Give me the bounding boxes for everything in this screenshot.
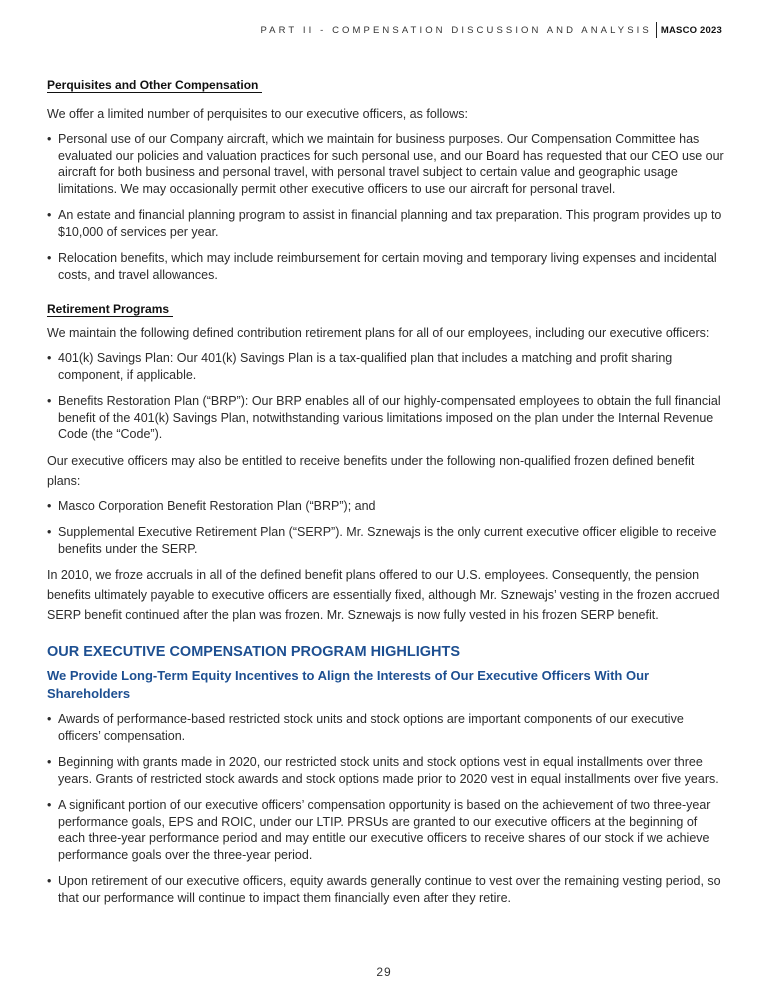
highlights-subheading: We Provide Long-Term Equity Incentives to Align the Interests of Our Executive Officers With Our Shareholders	[47, 668, 650, 701]
page-header	[260, 22, 722, 38]
retirement-list-2	[47, 498, 727, 558]
list-item: • Relocation benefits, which may include reimbursement for certain moving and temporary living expenses and incidental costs, and travel allowances.	[47, 250, 727, 283]
highlights-heading: OUR EXECUTIVE COMPENSATION PROGRAM HIGHLIGHTS	[47, 644, 461, 660]
list-item: • Supplemental Executive Retirement Plan (“SERP”). Mr. Sznewajs is the only current executive officer eligible to receive benefits under the SERP.	[47, 524, 727, 557]
perquisites-intro: We offer a limited number of perquisites to our executive officers, as follows:	[47, 107, 469, 121]
retirement-list	[47, 350, 727, 443]
list-item: • Beginning with grants made in 2020, our restricted stock units and stock options vest in equal installments over three years. Grants of restricted stock awards and stock options made prior to 2020 vest in equal installments over five years.	[47, 754, 727, 787]
retirement-intro: We maintain the following defined contribution retirement plans for all of our employees, including our executive officers:	[47, 326, 710, 340]
section-title: PART II - COMPENSATION DISCUSSION AND ANALYSIS	[260, 24, 652, 36]
list-item: • Personal use of our Company aircraft, which we maintain for business purposes. Our Compensation Committee has evaluated our policies and valuation practices for such personal use, and our Board has requested that our CEO use our aircraft for both business and personal travel, with personal travel subject to certain value and geographic usage limitations. We may occasionally permit other executive officers to use our aircraft for personal travel.	[47, 131, 727, 197]
retirement-intro-2: Our executive officers may also be entitled to receive benefits under the following non-qualified frozen defined benefit plans:	[47, 453, 695, 488]
document-body	[47, 76, 727, 906]
list-item: • Awards of performance-based restricted stock units and stock options are important components of our executive officers’ compensation.	[47, 711, 727, 744]
perquisites-heading: Perquisites and Other Compensation	[47, 78, 262, 93]
list-item: • A significant portion of our executive officers’ compensation opportunity is based on the achievement of two three-year performance goals, EPS and ROIC, under our LTIP. PRSUs are granted to our executive officers at the beginning of each three-year performance period and may entitle our executive officers to receive shares of our stock if we achieve performance goals over the three-year period.	[47, 797, 727, 863]
list-item: • 401(k) Savings Plan: Our 401(k) Savings Plan is a tax-qualified plan that includes a matching and profit sharing component, if applicable.	[47, 350, 727, 383]
retirement-heading: Retirement Programs	[47, 302, 173, 317]
header-divider	[656, 22, 657, 38]
list-item: • Upon retirement of our executive officers, equity awards generally continue to vest over the remaining vesting period, so that our performance will continue to impact them financially even after they retire.	[47, 873, 727, 906]
page-number: 29	[376, 965, 392, 979]
list-item: • Masco Corporation Benefit Restoration Plan (“BRP”); and	[47, 498, 727, 515]
retirement-closing: In 2010, we froze accruals in all of the defined benefit plans offered to our U.S. employees. Consequently, the pension benefits ultimately payable to executive officers are essentially fixed, although Mr. Sznewajs’ vesting in the frozen accrued SERP benefit continued after the plan was frozen. Mr. Sznewajs is now fully vested in his frozen SERP benefit.	[47, 568, 720, 622]
perquisites-list	[47, 131, 727, 283]
highlights-list	[47, 711, 727, 906]
list-item: • An estate and financial planning program to assist in financial planning and tax preparation. This program provides up to $10,000 of services per year.	[47, 207, 727, 240]
brand-title: MASCO 2023	[660, 24, 722, 36]
list-item: • Benefits Restoration Plan (“BRP”): Our BRP enables all of our highly-compensated employees to obtain the full financial benefit of the 401(k) Savings Plan, notwithstanding various limitations imposed on the plan under the Internal Revenue Code (the “Code”).	[47, 393, 727, 443]
